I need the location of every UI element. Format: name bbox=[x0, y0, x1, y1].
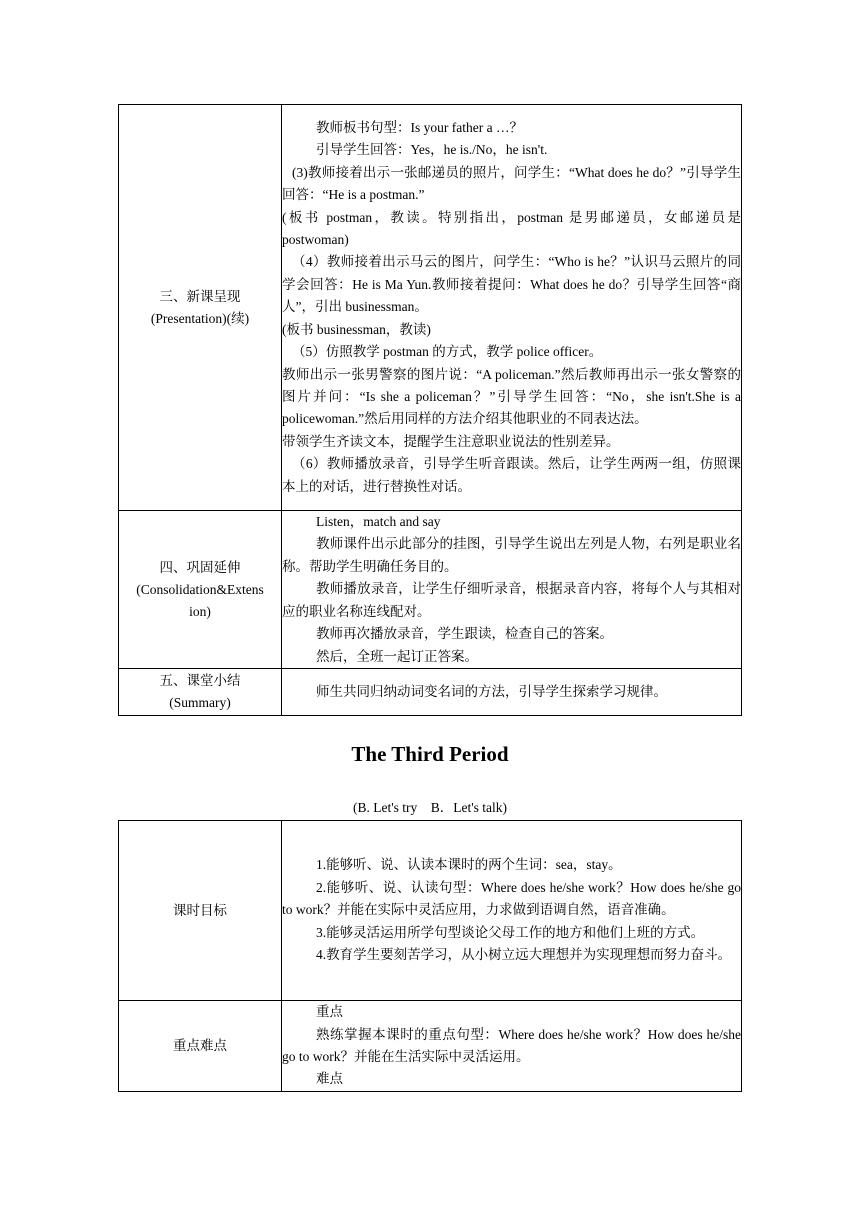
lesson-plan-table-presentation bbox=[118, 104, 742, 716]
content-line: 难点 bbox=[316, 1071, 343, 1087]
table-row-key-points bbox=[119, 1001, 742, 1092]
table-row-consolidation bbox=[119, 511, 742, 669]
section-content-cell bbox=[282, 821, 742, 1001]
content-line: 教师板书句型：Is your father a …？ bbox=[316, 120, 523, 136]
content-line: 带领学生齐读文本，提醒学生注意职业说法的性别差异。 bbox=[282, 433, 620, 449]
table-row-objectives bbox=[119, 821, 742, 1001]
content-line: 教师再次播放录音，学生跟读，检查自己的答案。 bbox=[316, 626, 613, 642]
table-row-presentation bbox=[119, 105, 742, 511]
stage-label-cell bbox=[119, 511, 282, 669]
content-line: 师生共同归纳动词变名词的方法，引导学生探索学习规律。 bbox=[316, 683, 667, 699]
content-line: 1.能够听、说、认读本课时的两个生词：sea，stay。 bbox=[316, 857, 622, 873]
stage-label-cell bbox=[119, 669, 282, 716]
content-line: 然后，全班一起订正答案。 bbox=[316, 648, 478, 664]
stage-label-line: 四、巩固延伸 bbox=[159, 559, 241, 575]
stage-label-line: 五、课堂小结 bbox=[159, 673, 241, 688]
stage-content-cell bbox=[282, 511, 742, 669]
stage-content-cell bbox=[282, 669, 742, 716]
content-line: (板书 businessman，教读) bbox=[282, 321, 431, 337]
lesson-plan-table-objectives bbox=[118, 820, 742, 1092]
content-line: (3)教师接着出示一张邮递员的照片，问学生：“What does he do？”引导学生回答：“He is a postman.” bbox=[282, 164, 741, 203]
content-line: （6）教师播放录音，引导学生听音跟读。然后，让学生两两一组，仿照课本上的对话，进行替换性对话。 bbox=[282, 456, 741, 494]
period-subtitle: (B. Let's try B．Let's talk) bbox=[352, 800, 508, 815]
content-line: 4.教育学生要刻苦学习，从小树立远大理想并为实现理想而努力奋斗。 bbox=[316, 947, 732, 963]
section-label: 课时目标 bbox=[173, 902, 227, 918]
content-line: 教师课件出示此部分的挂图，引导学生说出左列是人物，右列是职业名称。帮助学生明确任务目的。 bbox=[282, 536, 741, 574]
table-row-summary bbox=[119, 669, 742, 716]
stage-label-line: (Consolidation&Extens bbox=[136, 581, 264, 597]
content-line: （4）教师接着出示马云的图片，问学生：“Who is he？”认识马云照片的同学会回答：He is Ma Yun.教师接着提问：What does he do？引导学生回答“商人”，引出 businessman。 bbox=[282, 254, 741, 315]
stage-label-line: ion) bbox=[189, 603, 211, 619]
content-line: 熟练掌握本课时的重点句型：Where does he/she work？How does he/she go to work？并能在生活实际中灵活运用。 bbox=[282, 1026, 741, 1064]
content-line: 教师播放录音，让学生仔细听录音，根据录音内容，将每个人与其相对应的职业名称连线配对。 bbox=[282, 581, 741, 619]
content-line: （5）仿照教学 postman 的方式，教学 police officer。 bbox=[292, 344, 603, 360]
stage-label-line: (Summary) bbox=[169, 695, 231, 710]
content-line: 3.能够灵活运用所学句型谈论父母工作的地方和他们上班的方式。 bbox=[316, 924, 705, 940]
content-line: 引导学生回答：Yes，he is./No，he isn't. bbox=[316, 142, 548, 158]
content-line: Listen，match and say bbox=[316, 514, 441, 530]
section-content-cell bbox=[282, 1001, 742, 1092]
section-label: 重点难点 bbox=[173, 1038, 227, 1053]
content-line: (板书 postman，教读。特别指出，postman 是男邮递员，女邮递员是 postwoman) bbox=[282, 209, 741, 248]
period-title: The Third Period bbox=[351, 742, 509, 766]
content-line: 重点 bbox=[316, 1004, 343, 1020]
content-line: 2.能够听、说、认读句型：Where does he/she work？How does he/she go to work？并能在实际中灵活应用，力求做到语调自然，语音准确。 bbox=[282, 879, 741, 918]
stage-content-cell bbox=[282, 105, 742, 511]
stage-label-cell bbox=[119, 105, 282, 511]
content-line: 教师出示一张男警察的图片说：“A policeman.”然后教师再出示一张女警察的图片并问：“Is she a policeman？”引导学生回答：“No，she isn't.She is a policewoman.”然后用同样的方法介绍其他职业的不同表达法。 bbox=[282, 366, 741, 427]
section-label-cell bbox=[119, 1001, 282, 1092]
stage-label-line: (Presentation)(续) bbox=[150, 310, 250, 326]
stage-label-line: 三、新课呈现 bbox=[159, 288, 241, 304]
section-label-cell bbox=[119, 821, 282, 1001]
